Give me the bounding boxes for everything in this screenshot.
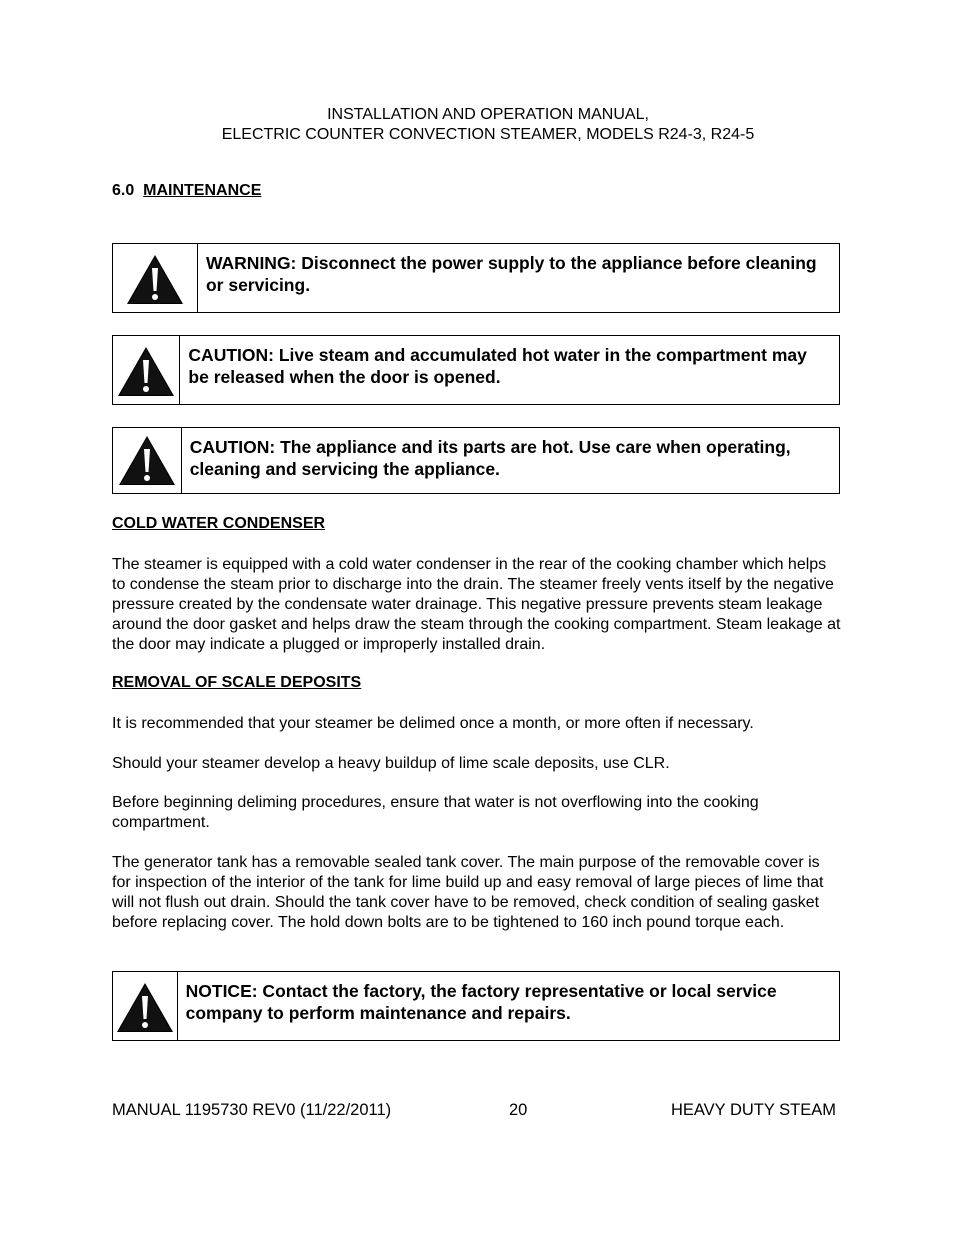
scale-paragraph-2: Should your steamer develop a heavy buildup of lime scale deposits, use CLR. [112,755,670,772]
notice-box-service [112,971,840,1041]
footer-manual-id: MANUAL 1195730 REV0 (11/22/2011) [112,1101,392,1119]
section-title [112,182,261,200]
warning-triangle-icon [118,435,176,487]
document-header [0,105,954,145]
section-name: MAINTENANCE [143,182,262,199]
scale-paragraph-3: Before beginning deliming procedures, ensure that water is not overflowing into the cooking compartment. [112,794,759,831]
page-footer [112,1101,836,1123]
warning-triangle-icon [126,254,184,306]
scale-heading: REMOVAL OF SCALE DEPOSITS [112,674,362,691]
footer-page-number: 20 [509,1101,528,1119]
notice-icon-cell [113,244,198,312]
condenser-heading: COLD WATER CONDENSER [112,515,326,532]
warning-triangle-icon [117,346,175,398]
footer-brand: HEAVY DUTY STEAM [670,1101,836,1119]
notice-text: WARNING: Disconnect the power supply to the appliance before cleaning or servicing. [205,253,817,295]
notice-icon-cell [113,428,182,493]
caution-box-hot [112,427,840,494]
header-line-1: INSTALLATION AND OPERATION MANUAL, [327,106,649,123]
notice-icon-cell [113,972,178,1040]
scale-paragraph-4: The generator tank has a removable sealed tank cover. The main purpose of the removable cover is for inspection of the interior of the tank for lime build up and easy removal of large pieces of lime that will not flush out drain. Should the tank cover have to be removed, check condition of sealing gasket before replacing cover. The hold down bolts are to be tightened to 160 inch pound torque each. [112,854,824,931]
header-line-2: ELECTRIC COUNTER CONVECTION STEAMER, MODELS R24-3, R24-5 [221,126,755,143]
condenser-paragraph: The steamer is equipped with a cold water condenser in the rear of the cooking chamber which helps to condense the steam prior to discharge into the drain. The steamer freely vents itself by the negative pressure created by the condensate water drainage. This negative pressure prevents steam leakage around the door gasket and helps draw the steam through the cooking compartment. Steam leakage at the door may indicate a plugged or improperly installed drain. [112,556,841,653]
warning-box-power [112,243,840,313]
caution-box-steam [112,335,840,405]
warning-triangle-icon [116,982,174,1034]
scale-paragraph-1: It is recommended that your steamer be delimed once a month, or more often if necessary. [112,715,754,732]
notice-icon-cell [113,336,180,404]
notice-text: CAUTION: The appliance and its parts are hot. Use care when operating, cleaning and servicing the appliance. [189,437,791,479]
section-number: 6.0 [112,182,135,199]
notice-text: CAUTION: Live steam and accumulated hot water in the compartment may be released when the door is opened. [188,345,807,387]
notice-text: NOTICE: Contact the factory, the factory representative or local service company to perform maintenance and repairs. [185,981,777,1023]
